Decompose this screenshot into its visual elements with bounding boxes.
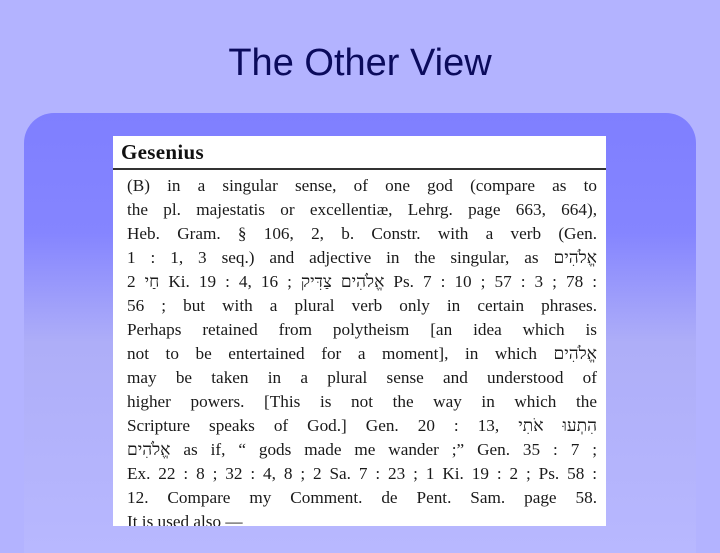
excerpt-line: Ex. 22 : 8 ; 32 : 4, 8 ; 2 Sa. 7 : 23 ; 1 Ki. 19 : 2 ; Ps. 58 : (127, 464, 597, 483)
excerpt-line: 12. Compare my Comment. de Pent. Sam. page 58. (127, 488, 597, 507)
excerpt-line: higher powers. [This is not the way in which the (127, 392, 597, 411)
excerpt-line: (B) in a singular sense, of one god (compare as to (127, 176, 597, 195)
excerpt-line: the pl. majestatis or excellentiæ, Lehrg. page 663, 664), (127, 200, 597, 219)
excerpt-label: Gesenius (121, 140, 204, 164)
header-rule (113, 168, 606, 170)
excerpt-line: Heb. Gram. § 106, 2, b. Constr. with a verb (Gen. (127, 224, 597, 243)
excerpt-line: Scripture speaks of God.] Gen. 20 : 13, הִתְעוּ אֹתִי (127, 416, 598, 435)
excerpt-line: 56 ; but with a plural verb only in certain phrases. (127, 296, 597, 315)
excerpt-line: Perhaps retained from polytheism [an idea which is (127, 320, 597, 339)
excerpt-line: It is used also — (127, 512, 243, 526)
excerpt-line: אֱלֹהִים as if, “ gods made me wander ;” Gen. 35 : 7 ; (127, 440, 597, 459)
excerpt-line: 1 : 1, 3 seq.) and adjective in the singular, as אֱלֹהִים (127, 248, 597, 267)
excerpt-line: not to be entertained for a moment], in which אֱלֹהִים (127, 344, 597, 363)
slide-title: The Other View (228, 42, 492, 84)
excerpt-line: may be taken in a plural sense and understood of (127, 368, 597, 387)
lexicon-excerpt-image (113, 136, 606, 526)
excerpt-line: חַי 2 Ki. 19 : 4, 16 ; אֱלֹהִים צַדִּיק Ps. 7 : 10 ; 57 : 3 ; 78 : (127, 272, 597, 291)
excerpt-body (127, 174, 597, 526)
